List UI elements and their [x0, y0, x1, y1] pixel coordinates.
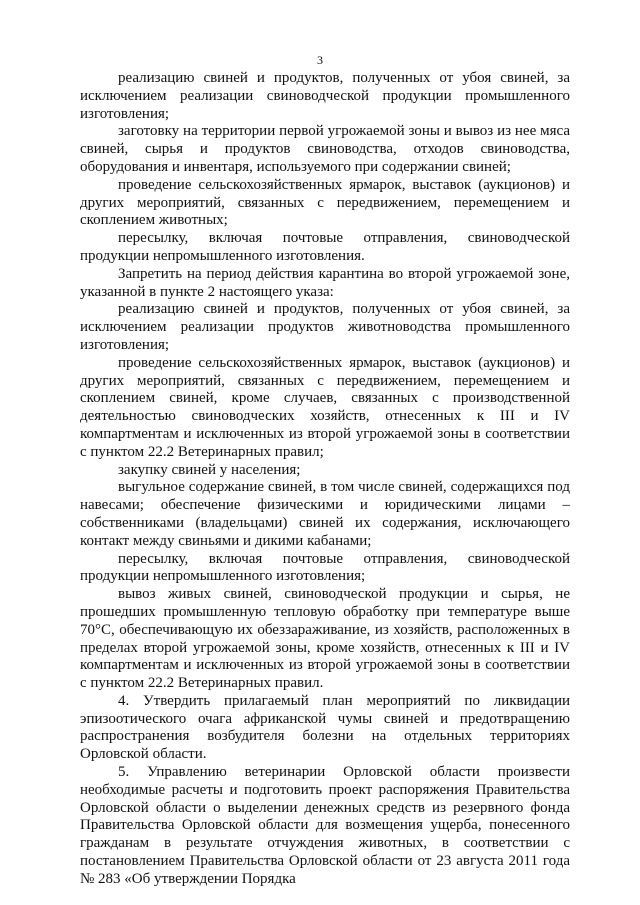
paragraph: проведение сельскохозяйственных ярмарок, выставок (аукционов) и других мероприятий, связанных с передвижением, перемещением и скоплением животных;	[80, 176, 570, 229]
paragraph: реализацию свиней и продуктов, полученных от убоя свиней, за исключением реализации свиноводческой продукции промышленного изготовления;	[80, 70, 570, 122]
paragraph: вывоз живых свиней, свиноводческой продукции и сырья, не прошедших промышленную тепловую обработку при температуре выше 70°С, обеспечивающую их обеззараживание, из хозяйств, расположенных в пределах второй угрожаемой зоны, кроме хозяйств, отнесенных к III и IV компартментам и исключенных из второй угрожаемой зоны в соответствии с пунктом 22.2 Ветеринарных правил.	[80, 586, 570, 692]
paragraph: 5. Управлению ветеринарии Орловской области произвести необходимые расчеты и подготовить проект распоряжения Правительства Орловской области о выделении денежных средств из резервного фонда Правительства Орловской области для возмещения ущерба, понесенного гражданам в результате отчуждения животных, в соответствии с постановлением Правительства Орловской области от 23 августа 2011 года № 283 «Об утверждении Порядка	[80, 764, 570, 887]
paragraph: Запретить на период действия карантина во второй угрожаемой зоне, указанной в пункте 2 настоящего указа:	[80, 265, 570, 300]
paragraph: выгульное содержание свиней, в том числе свиней, содержащихся под навесами; обеспечение физическими и юридическими лицами – собственниками (владельцами) свиней их содержания, исключающего контакт между свиньями и дикими кабанами;	[80, 479, 570, 549]
paragraph: 4. Утвердить прилагаемый план мероприятий по ликвидации эпизоотического очага африканской чумы свиней и предотвращению распространения возбудителя болезни на отдельных территориях Орловской области.	[80, 692, 570, 763]
paragraph: реализацию свиней и продуктов, полученных от убоя свиней, за исключением реализации продуктов животноводства промышленного изготовления;	[80, 301, 570, 353]
paragraph: пересылку, включая почтовые отправления, свиноводческой продукции непромышленного изготовления;	[80, 550, 570, 585]
paragraph: пересылку, включая почтовые отправления, свиноводческой продукции непромышленного изготовления.	[80, 230, 570, 264]
page-number: 3	[317, 53, 323, 67]
paragraph: проведение сельскохозяйственных ярмарок, выставок (аукционов) и других мероприятий, связанных с передвижением, перемещением и скоплением свиней, кроме случаев, связанных с производственной деятельностью свиноводческих хозяйств, отнесенных к III и IV компартментам и исключенных из второй угрожаемой зоны в соответствии с пунктом 22.2 Ветеринарных правил;	[80, 354, 570, 460]
document-body	[80, 70, 570, 889]
paragraph: заготовку на территории первой угрожаемой зоны и вывоз из нее мяса свиней, сырья и продуктов свиноводства, отходов свиноводства, оборудования и инвентаря, используемого при содержании свиней;	[80, 123, 570, 175]
paragraph: закупку свиней у населения;	[118, 461, 301, 478]
